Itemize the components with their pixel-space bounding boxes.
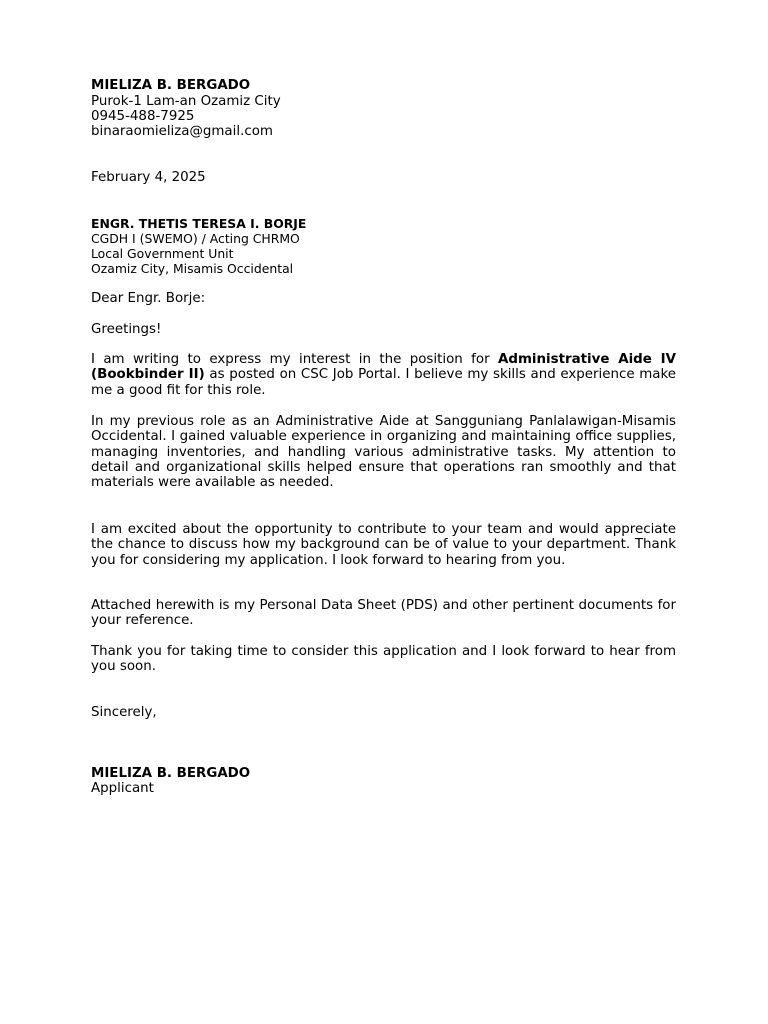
signature-role: Applicant [91,781,154,796]
sender-email: binaraomieliza@gmail.com [91,124,273,139]
greeting: Greetings! [91,322,162,337]
paragraph-experience: In my previous role as an Administrative Aide at Sangguniang Panlalawigan-Misamis Occidental. I gained valuable experience in organizing and maintaining office supplies, managing inventories, and handling various administrative tasks. My attention to detail and organizational skills helped ensure that operations ran smoothly and that materials were available as needed. [91,414,676,491]
sender-phone: 0945-488-7925 [91,109,195,124]
salutation: Dear Engr. Borje: [91,291,206,306]
sender-address: Purok-1 Lam-an Ozamiz City [91,94,281,109]
closing: Sincerely, [91,705,157,720]
recipient-location: Ozamiz City, Misamis Occidental [91,261,294,276]
paragraph-interest [91,352,676,398]
letter-date: February 4, 2025 [91,170,206,185]
position-title: Administrative Aide IV (Bookbinder II) [91,352,677,383]
paragraph-thanks: Thank you for taking time to consider this application and I look forward to hear from you soon. [91,644,676,675]
paragraph-interest-intro: I am writing to express my interest in the position for [91,352,498,367]
paragraph-opportunity: I am excited about the opportunity to contribute to your team and would appreciate the chance to discuss how my background can be of value to your department. Thank you for considering my application. I look forward to hearing from you. [91,522,676,568]
paragraph-interest-rest: as posted on CSC Job Portal. I believe my skills and experience make me a good fit for this role. [91,367,676,398]
sender-name: MIELIZA B. BERGADO [91,78,251,93]
recipient-office: Local Government Unit [91,246,234,261]
signature-name: MIELIZA B. BERGADO [91,766,251,781]
recipient-title: CGDH I (SWEMO) / Acting CHRMO [91,231,300,246]
paragraph-attachments: Attached herewith is my Personal Data Sheet (PDS) and other pertinent documents for your reference. [91,598,676,629]
recipient-name: ENGR. THETIS TERESA I. BORJE [91,216,307,231]
